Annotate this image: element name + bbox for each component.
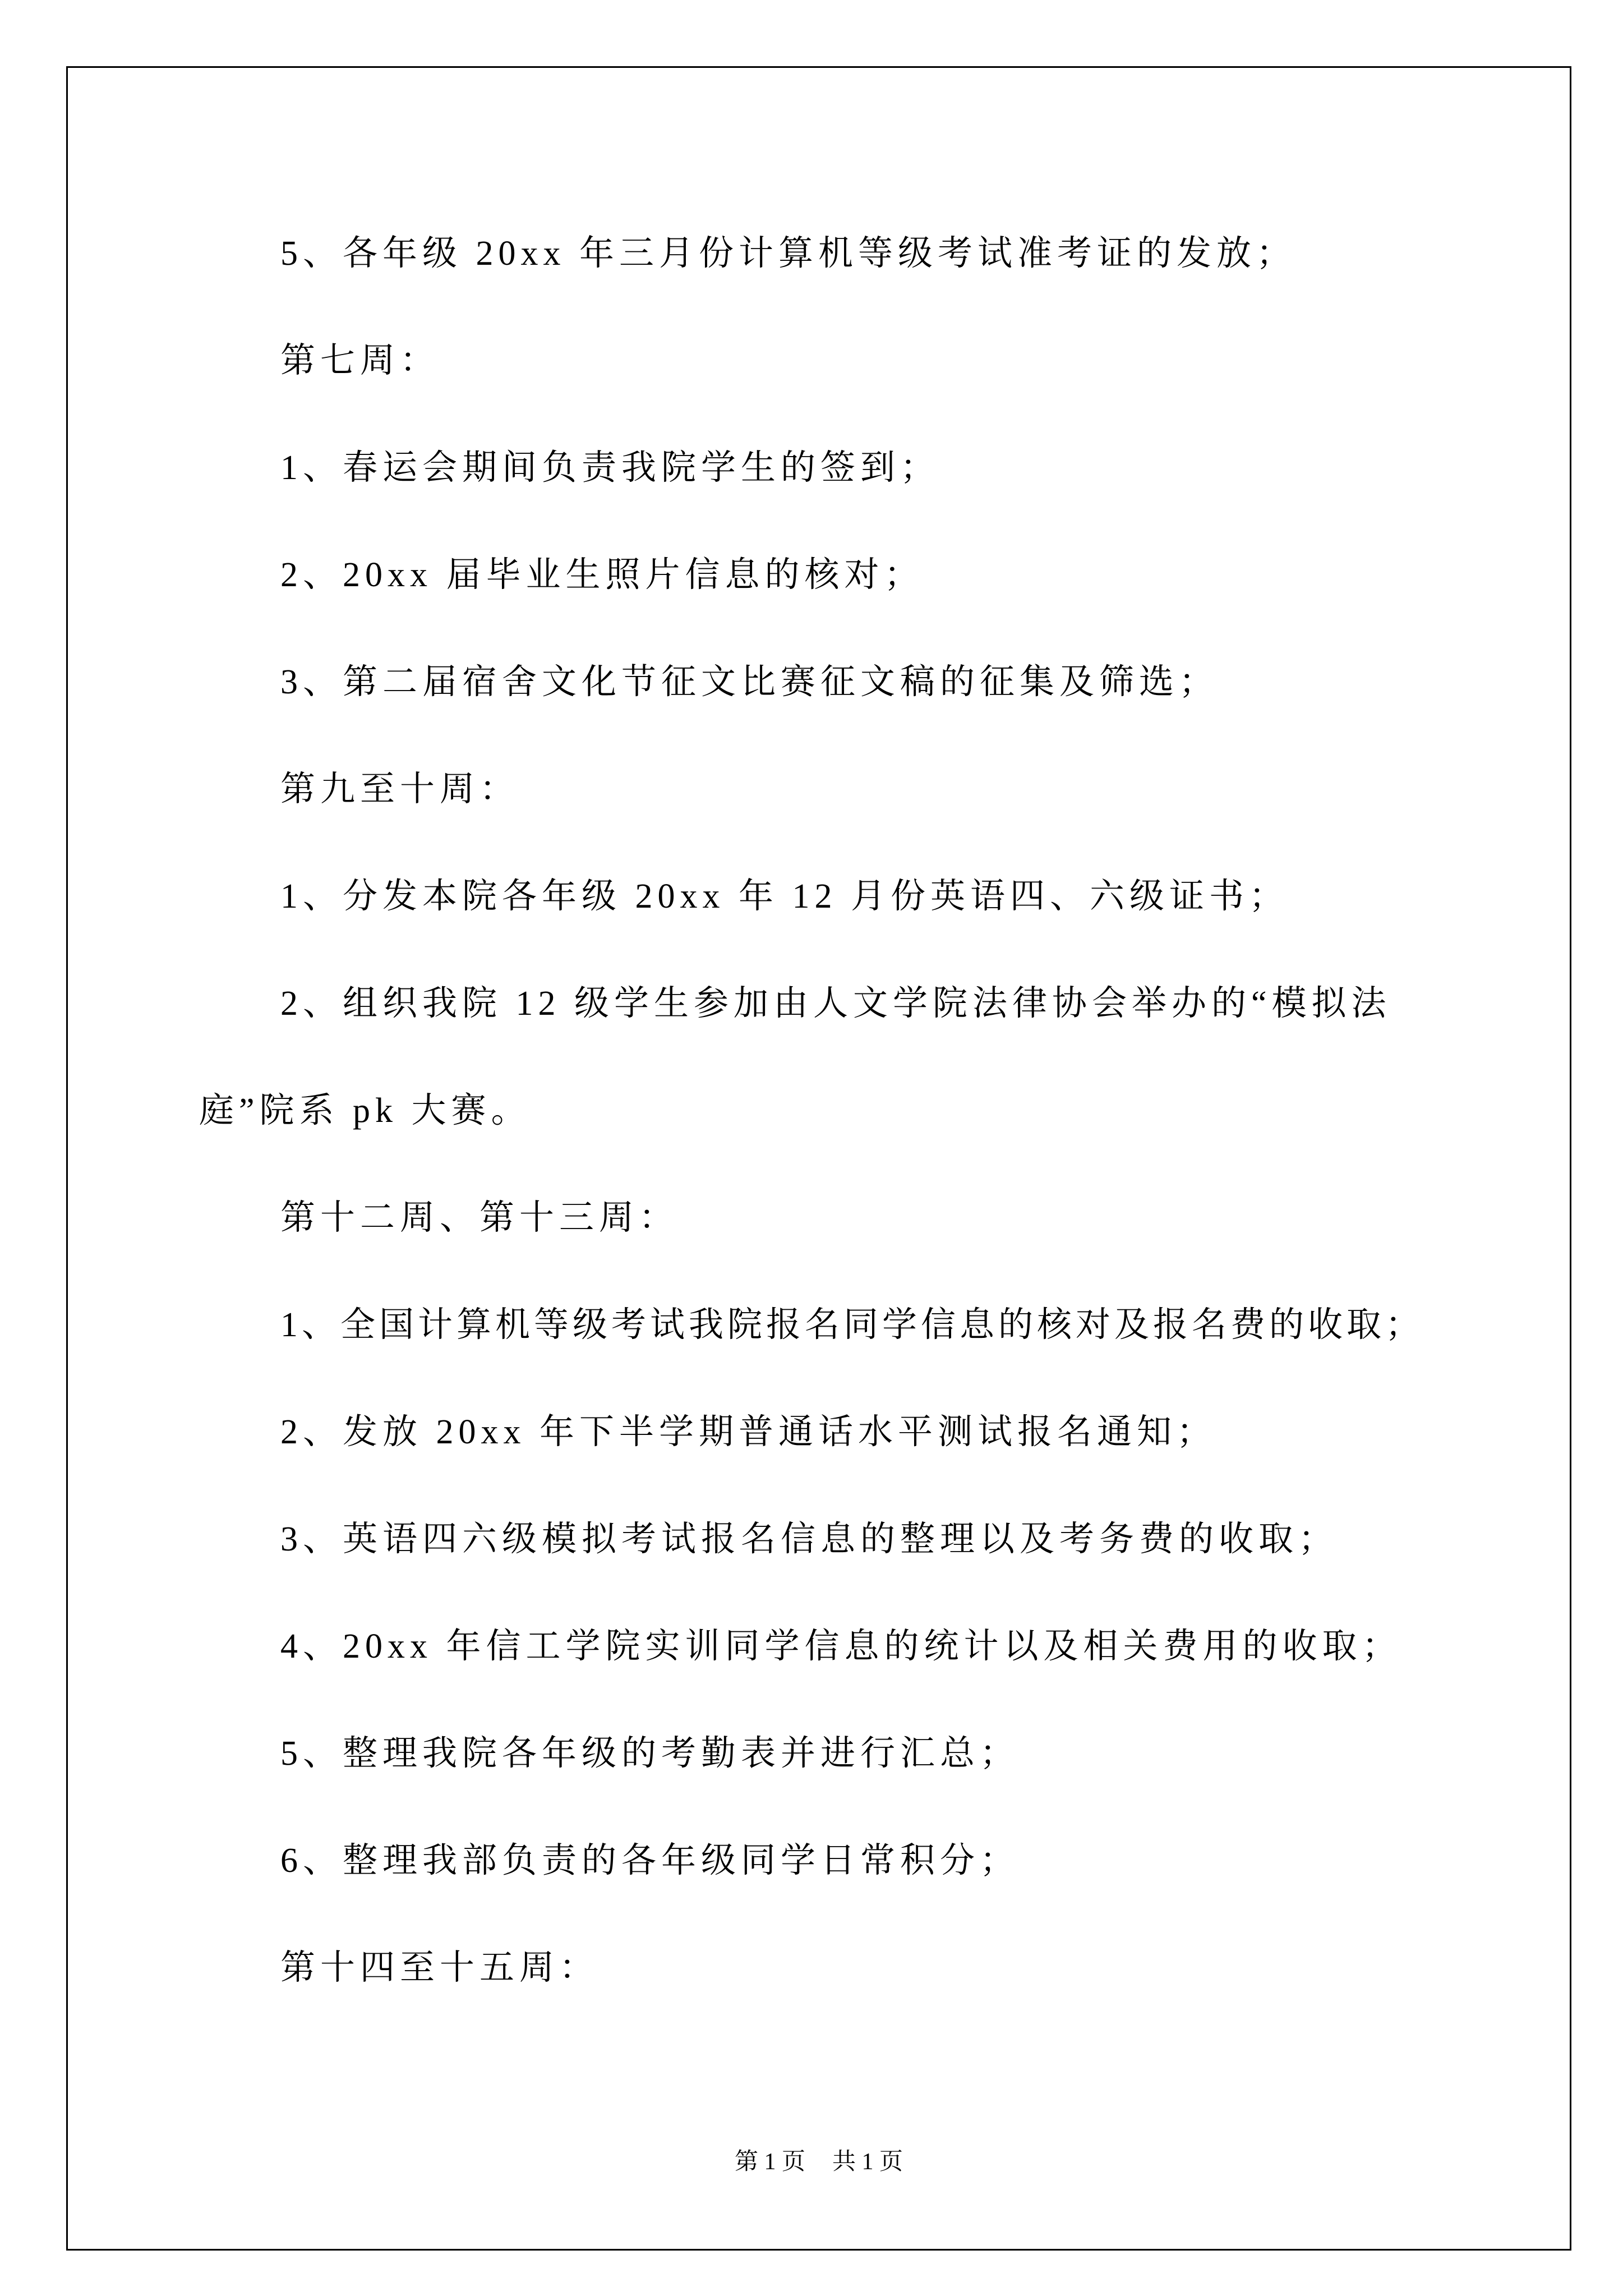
- section-heading-week-14-15: 第十四至十五周：: [280, 1949, 600, 1987]
- list-item: 1、分发本院各年级 20xx 年 12 月份英语四、六级证书；: [280, 877, 1289, 915]
- document-body: [199, 200, 1444, 2022]
- list-item: 3、英语四六级模拟考试报名信息的整理以及考务费的收取；: [280, 1520, 1339, 1558]
- list-item: 5、各年级 20xx 年三月份计算机等级考试准考证的发放；: [280, 234, 1297, 273]
- list-item: 5、整理我院各年级的考勤表并进行汇总；: [280, 1734, 1020, 1773]
- section-heading-week-12-13: 第十二周、第十三周：: [280, 1199, 679, 1237]
- list-item: 2、组织我院 12 级学生参加由人文学院法律协会举办的“模拟法: [280, 984, 1391, 1023]
- section-heading-week-9-10: 第九至十周：: [280, 770, 520, 808]
- list-item: 2、20xx 届毕业生照片信息的核对；: [280, 556, 924, 594]
- page-footer: [66, 2146, 1571, 2178]
- list-item: 6、整理我部负责的各年级同学日常积分；: [280, 1842, 1020, 1880]
- section-heading-week-7: 第七周：: [280, 342, 440, 380]
- list-item: 2、发放 20xx 年下半学期普通话水平测试报名通知；: [280, 1413, 1217, 1451]
- list-item-continuation: 庭”院系 pk 大赛。: [199, 1092, 531, 1130]
- page-total: 共 1 页: [832, 2149, 903, 2175]
- list-item: 3、第二届宿舍文化节征文比赛征文稿的征集及筛选；: [280, 663, 1219, 701]
- list-item: 4、20xx 年信工学院实训同学信息的统计以及相关费用的收取；: [280, 1627, 1402, 1665]
- list-item: 1、全国计算机等级考试我院报名同学信息的核对及报名费的收取；: [280, 1306, 1424, 1344]
- page-number: 第 1 页: [734, 2149, 805, 2175]
- list-item: 1、春运会期间负责我院学生的签到；: [280, 449, 940, 487]
